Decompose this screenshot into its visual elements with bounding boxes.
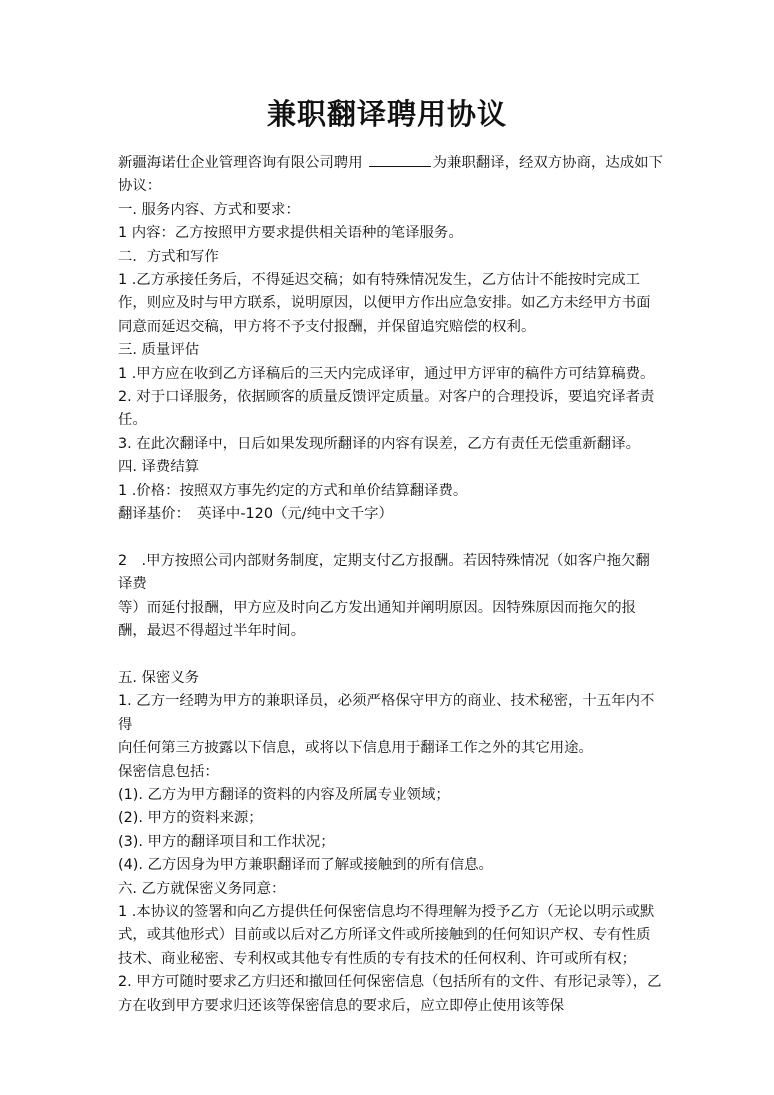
document-line: 三. 质量评估 [118, 342, 200, 359]
document-line: 1 .本协议的签署和向乙方提供任何保密信息均不得理解为授予乙方（无论以明示或默式，或其他形式）目前或以后对乙方所译文件或所接触到的任何知识产权、专有性质技术、商业秘密、专利权或其他专有性质的专有技术的任何权利、许可或所有权； [118, 903, 655, 967]
document-line: 3. 在此次翻译中，日后如果发现所翻译的内容有误差，乙方有责任无偿重新翻译。 [118, 435, 640, 452]
document-line: 2. 甲方可随时要求乙方归还和撤回任何保密信息（包括所有的文件、有形记录等），乙方在收到甲方要求归还该等保密信息的要求后，应立即停止使用该等保 [118, 974, 662, 1014]
document-line: 四. 译费结算 [118, 459, 200, 476]
document-line: (1). 乙方为甲方翻译的资料的内容及所属专业领域； [118, 786, 450, 803]
document-line: 一. 服务内容、方式和要求： [118, 201, 300, 218]
document-line: 向任何第三方披露以下信息，或将以下信息用于翻译工作之外的其它用途。 [118, 740, 593, 757]
document-line: 1 .价格：按照双方事先约定的方式和单价结算翻译费。 [118, 482, 468, 499]
document-line: 翻译基价： 英译中-120（元/纯中文千字） [118, 506, 393, 523]
name-blank-line [369, 152, 431, 167]
document-line: (3). 甲方的翻译项目和工作状况； [118, 833, 335, 850]
document-title: 兼职翻译聘用协议 [266, 97, 507, 131]
document-body [118, 152, 663, 1018]
document-line: 1. 乙方一经聘为甲方的兼职译员，必须严格保守甲方的商业、技术秘密，十五年内不得 [118, 693, 655, 733]
document-line [118, 644, 663, 667]
document-line: 六. 乙方就保密义务同意： [118, 880, 286, 897]
document-line: (4). 乙方因身为甲方兼职翻译而了解或接触到的所有信息。 [118, 857, 493, 874]
intro-before-blank: 新疆海诺仕企业管理咨询有限公司聘用 [118, 155, 363, 171]
document-line: 1 .甲方应在收到乙方译稿后的三天内完成译审，通过甲方评审的稿件方可结算稿费。 [118, 365, 655, 382]
document-line [118, 527, 663, 550]
document-line: 保密信息包括： [118, 763, 219, 780]
intro-paragraph [118, 152, 663, 199]
document-line: 二．方式和写作 [118, 248, 219, 265]
document-line: 2. 对于口译服务，依据顾客的质量反馈评定质量。对客户的合理投诉，要追究译者责任。 [118, 389, 655, 429]
document-line: 2 .甲方按照公司内部财务制度，定期支付乙方报酬。若因特殊情况（如客户拖欠翻译费 [118, 552, 650, 593]
document-line: 1 .乙方承接任务后，不得延迟交稿；如有特殊情况发生，乙方估计不能按时完成工作，则应及时与甲方联系，说明原因，以便甲方作出应急安排。如乙方未经甲方书面同意而延迟交稿，甲方将不予支付报酬，并保留追究赔偿的权利。 [118, 272, 651, 335]
document-line: (2). 甲方的资料来源； [118, 810, 263, 827]
agreement-lines [118, 199, 663, 1018]
document-line: 1 内容：乙方按照甲方要求提供相关语种的笔译服务。 [118, 225, 463, 242]
intro-after-blank: 为兼职翻译，经双方协商，达成如下协议： [118, 155, 663, 195]
document-line: 五. 保密义务 [118, 669, 200, 686]
document-line: 等）而延付报酬，甲方应及时向乙方发出通知并阐明原因。因特殊原因而拖欠的报酬，最迟不得超过半年时间。 [118, 599, 637, 640]
